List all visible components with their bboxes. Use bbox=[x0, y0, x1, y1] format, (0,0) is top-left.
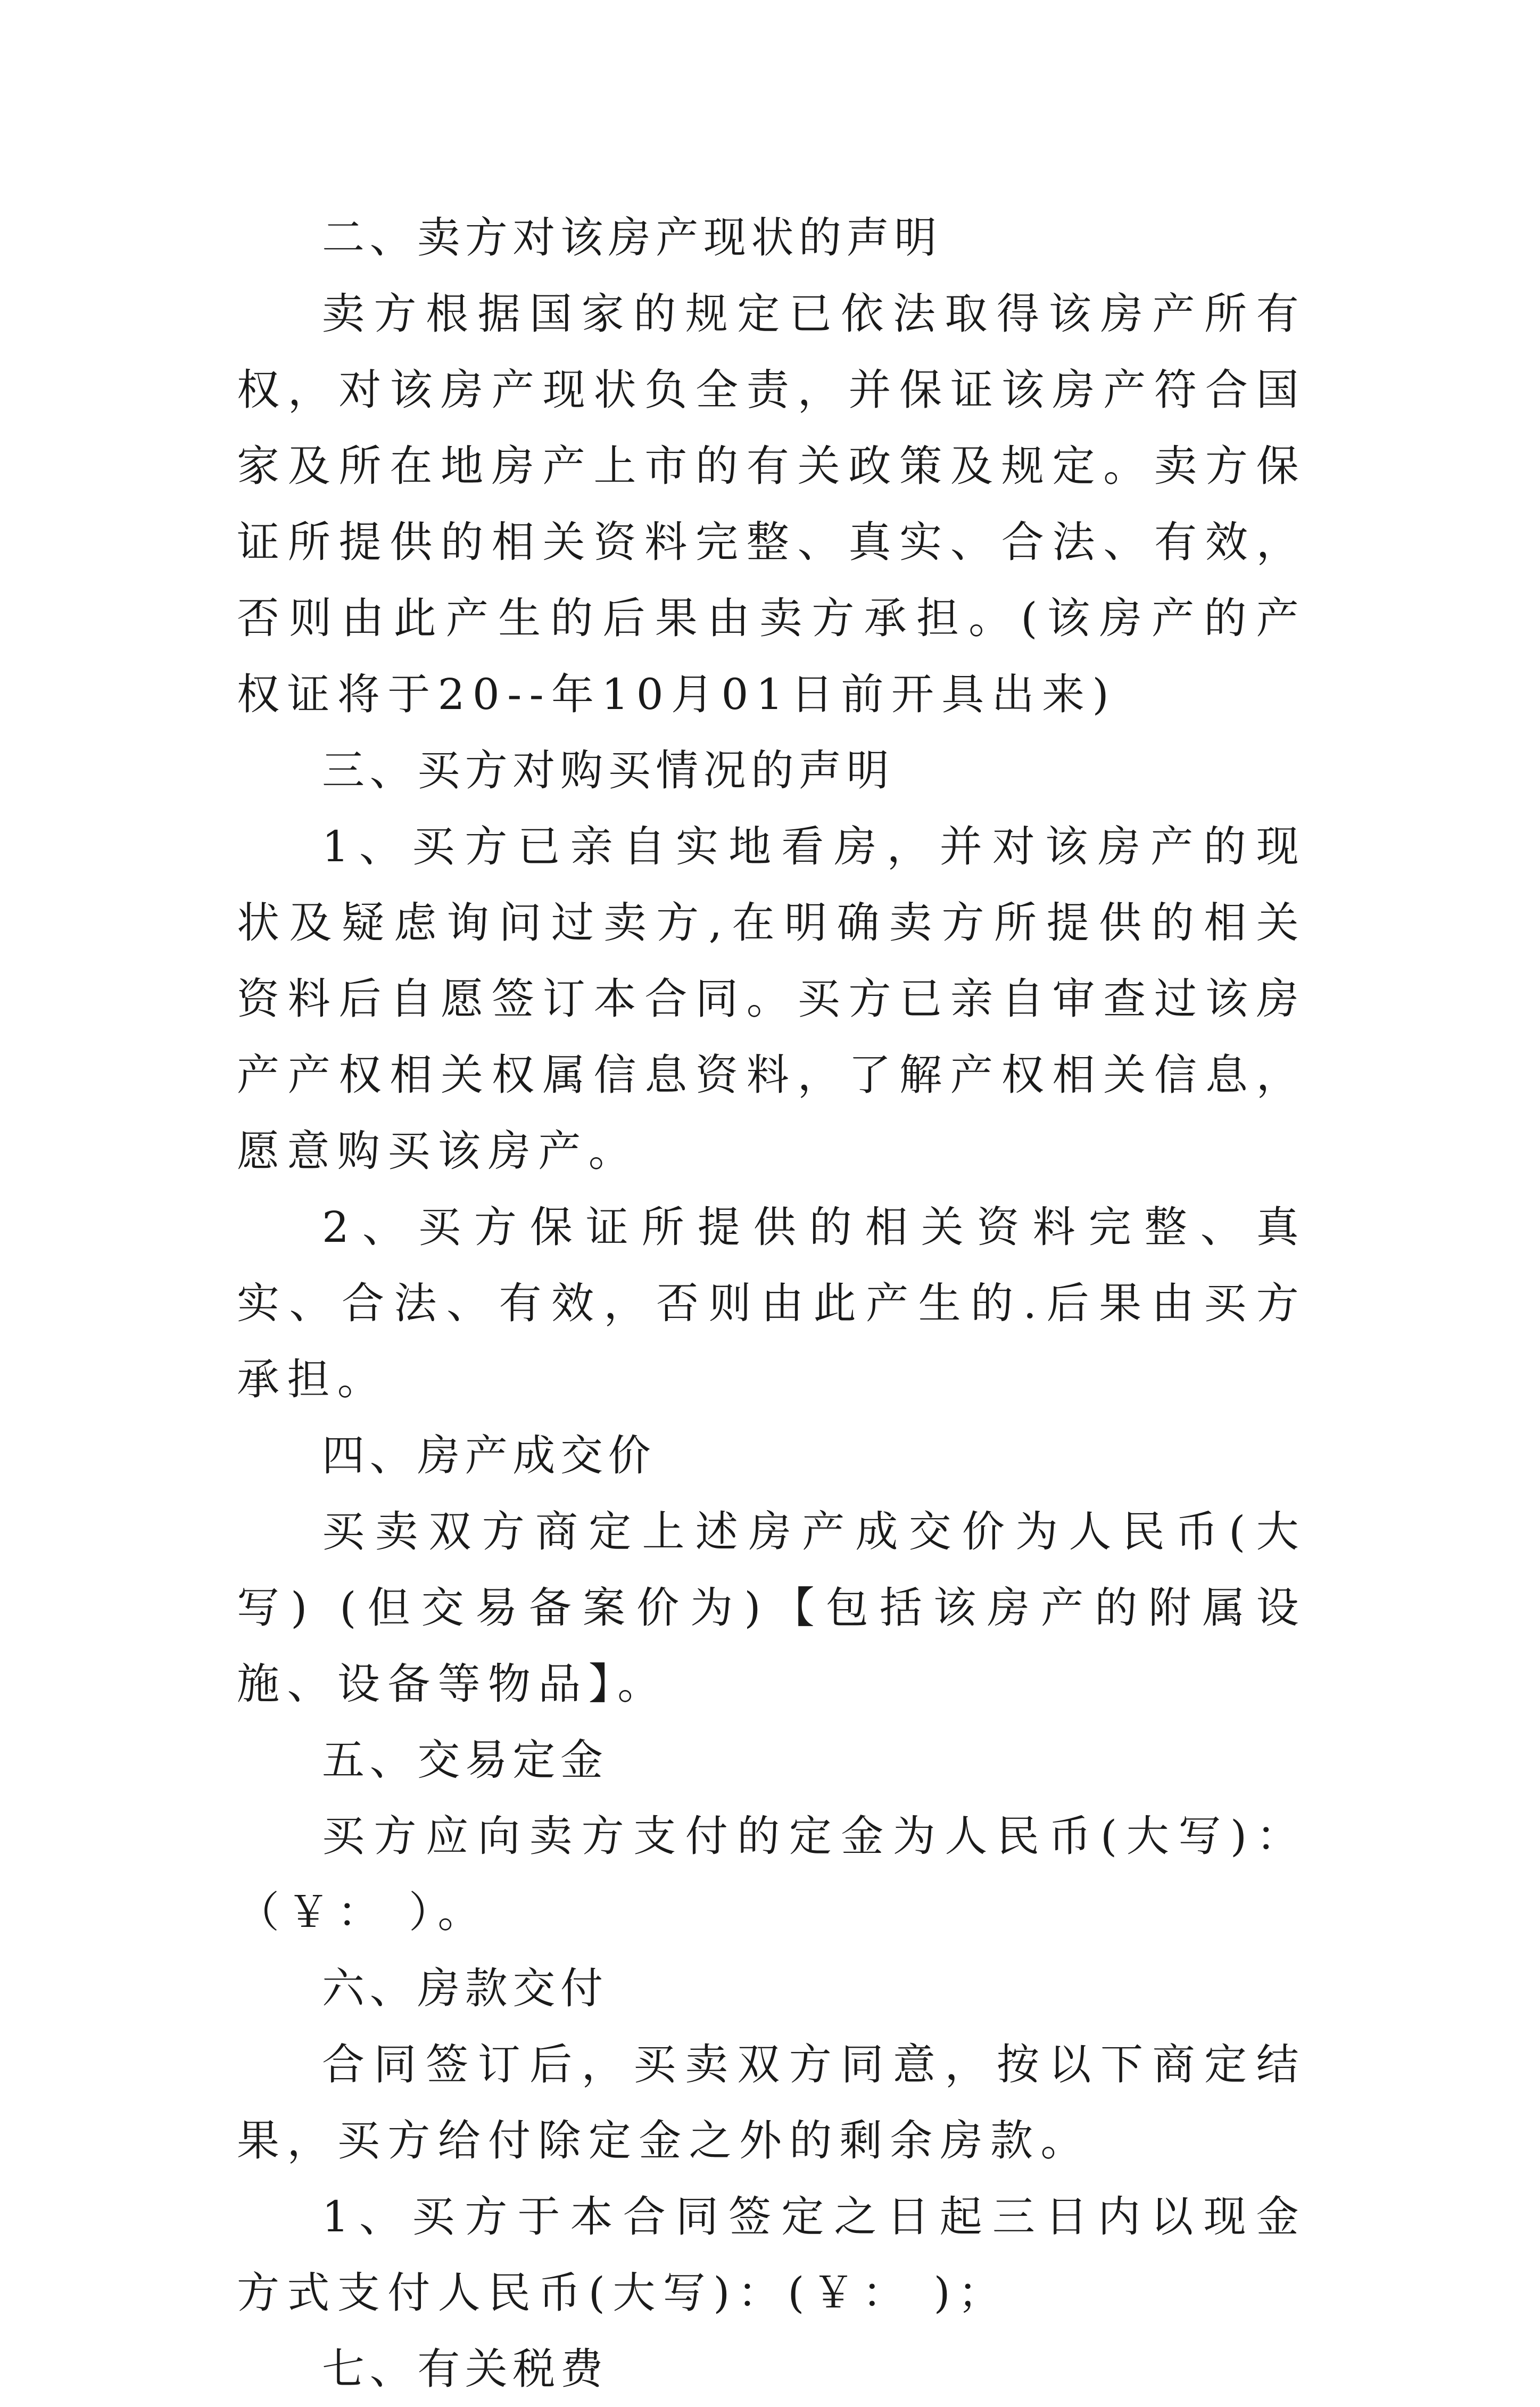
paragraph-buyer-declaration-2: 2、买方保证所提供的相关资料完整、真实、合法、有效，否则由此产生的.后果由买方承担。 bbox=[237, 1202, 1306, 1404]
section-heading-payment: 六、房款交付 bbox=[322, 1964, 608, 2013]
section-heading-deposit: 五、交易定金 bbox=[322, 1735, 608, 1785]
paragraph-payment-1: 1、买方于本合同签定之日起三日内以现金方式支付人民币(大写)：(￥： )； bbox=[237, 2192, 1306, 2318]
paragraph-deposit: 买方应向卖方支付的定金为人民币(大写)：（￥： ）。 bbox=[237, 1811, 1306, 1937]
section-heading-taxes: 七、有关税费 bbox=[322, 2344, 608, 2394]
document-body bbox=[237, 200, 1306, 2407]
paragraph-payment: 合同签订后，买卖双方同意，按以下商定结果，买方给付除定金之外的剩余房款。 bbox=[237, 2040, 1306, 2165]
section-heading-seller-declaration: 二、卖方对该房产现状的声明 bbox=[322, 213, 942, 262]
paragraph-seller-declaration: 卖方根据国家的规定已依法取得该房产所有权，对该房产现状负全责，并保证该房产符合国家及所在地房产上市的有关政策及规定。卖方保证所提供的相关资料完整、真实、合法、有效，否则由此产生的后果由卖方承担。(该房产的产权证将于20--年10月01日前开具出来) bbox=[237, 289, 1306, 719]
section-heading-buyer-declaration: 三、买方对购买情况的声明 bbox=[322, 746, 895, 795]
paragraph-price: 买卖双方商定上述房产成交价为人民币(大写) (但交易备案价为)【包括该房产的附属设施、设备等物品】。 bbox=[237, 1507, 1306, 1709]
section-heading-price: 四、房产成交价 bbox=[322, 1431, 656, 1480]
paragraph-buyer-declaration-1: 1、买方已亲自实地看房，并对该房产的现状及疑虑询问过卖方,在明确卖方所提供的相关资料后自愿签订本合同。买方已亲自审查过该房产产权相关权属信息资料，了解产权相关信息，愿意购买该房产。 bbox=[237, 822, 1306, 1176]
